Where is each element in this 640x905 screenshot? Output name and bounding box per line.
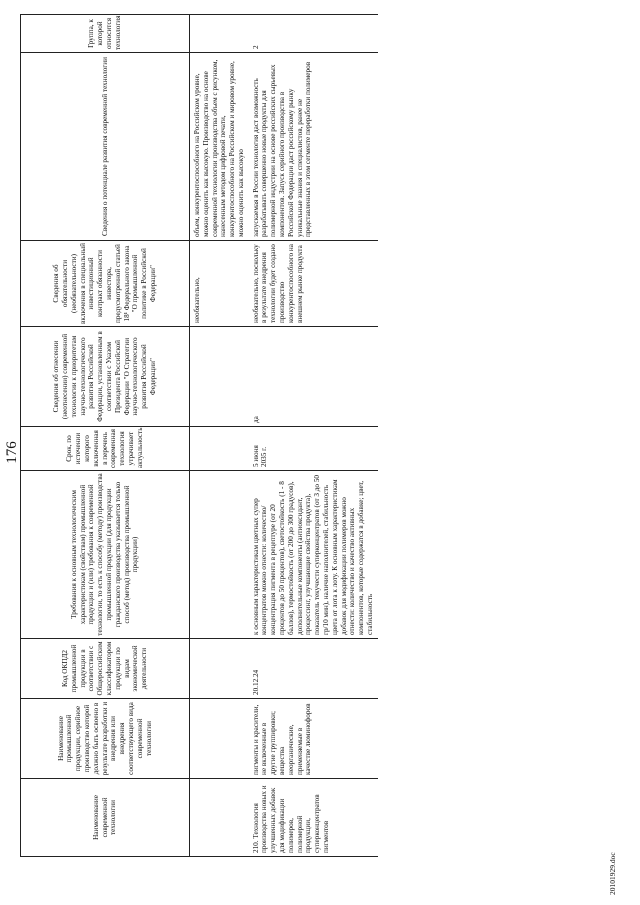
requirements-cell: к основным характеристикам цветных супер концентратов можно отнести: количество/концентрация пигмента в рецептуре (от 20 процентов до 50 процентов), светостойкость (1 - 8 баллов), термостойкость (от 200 до 300 градусов), дополнительные компоненты (антиоксидант, процессинг, улучшающие свойства продукта), показатель текучести суперконцентратов (от 3 до 50 гр/10 мин), наличие наполнителей, стабильность цвета от лота к лоту. К основным характеристикам добавок для модификации полимеров можно отнести: количество и качество активных компонентов, которые содержатся в добавке; цвет, стабильность [249,471,378,639]
product-cell: пигменты и красители, не включенные в другие группировки; вещества неорганические, применяемые в качестве люминофоров [249,699,378,779]
header-group: Группа, к которой относится технология [21,15,190,53]
technology-name: Технология производства новых и улучшенных добавок для модификации полимеров, полимерной продукции, суперконцентратов пигментов [251,785,330,853]
header-term: Срок, по истечении которого включенная в перечень современная технология утрачивает актуальность [21,427,190,471]
okpd2-cell: 20.12.24 [249,639,378,699]
header-requirements: Требования к основным технологическим характеристикам (свойствам) промышленной продукции и (или) требования к современной технологии, то есть к способу (методу) производства промышленной продукции (для продукции гражданского производства указывается только способ (метод) производства промышленной продукции) [21,471,190,639]
header-priority: Сведения об отнесении (неотнесении) современной технологии к приоритетам научно-технологического развития Российской Федерации, установленным в соответствии с Указом Президента Российской Федерации "О Стратегии научно-технологического развития Российской Федерации" [21,327,190,427]
table-header-row [21,15,190,857]
priority-cell: да [249,327,378,427]
header-contract: Сведения об обязательности (необязательности) включения в специальный инвестиционный контракт обязанности инвестора, предусмотренной статьей 18¹ Федерального закона "О промышленной политике в Российской Федерации" [21,241,190,327]
potential-cell: запускаемая в России технология даст возможность разрабатывать совершенно новые продукты для полимерной индустрии на основе российских сырьевых компонентов. Запуск серийного производства в Российской Федерации даст российскому рынку уникальные знания и специалистов, ранее не представленных в этом сегменте переработки полимеров [249,53,378,241]
contract-cell: необязательно, поскольку в результате внедрения технологии будет создано производство конкурентоспособного на внешнем рынке продукта [249,241,378,327]
technology-cell [249,779,378,857]
table-row-continuation [190,15,249,857]
table-row [249,15,378,857]
header-product-name: Наименование промышленной продукции, серийное производство которой должно быть освоено в результате разработки и внедрения или внедрения соответствующего вида современной технологии [21,699,190,779]
row-number: 210. [251,840,260,853]
prev-contract-cell: необязательно, [190,241,249,327]
header-okpd2-code: Код ОКПД2 промышленной продукции в соответствии с Общероссийским классификатором продукции по видам экономической деятельности [21,639,190,699]
table-wrapper [20,15,378,857]
footer-filename: 20101929.doc [608,852,617,895]
header-potential: Сведения о потенциале развития современной технологии [21,53,190,241]
page-number: 176 [4,441,20,464]
group-cell: 2 [249,15,378,53]
term-cell: 5 июня 2035 г. [249,427,378,471]
technology-table [20,14,378,857]
prev-potential-cell: объем, конкурентоспособного на Российском уровне, можно оценить как высокую. Производство на основе современной технологии производства объем с рисунком, нанесенным методом цифровой печати, конкурентоспособного на Российском и мировом уровне, можно оценить как высокую [190,53,249,241]
header-technology-name: Наименование современной технологии [21,779,190,857]
